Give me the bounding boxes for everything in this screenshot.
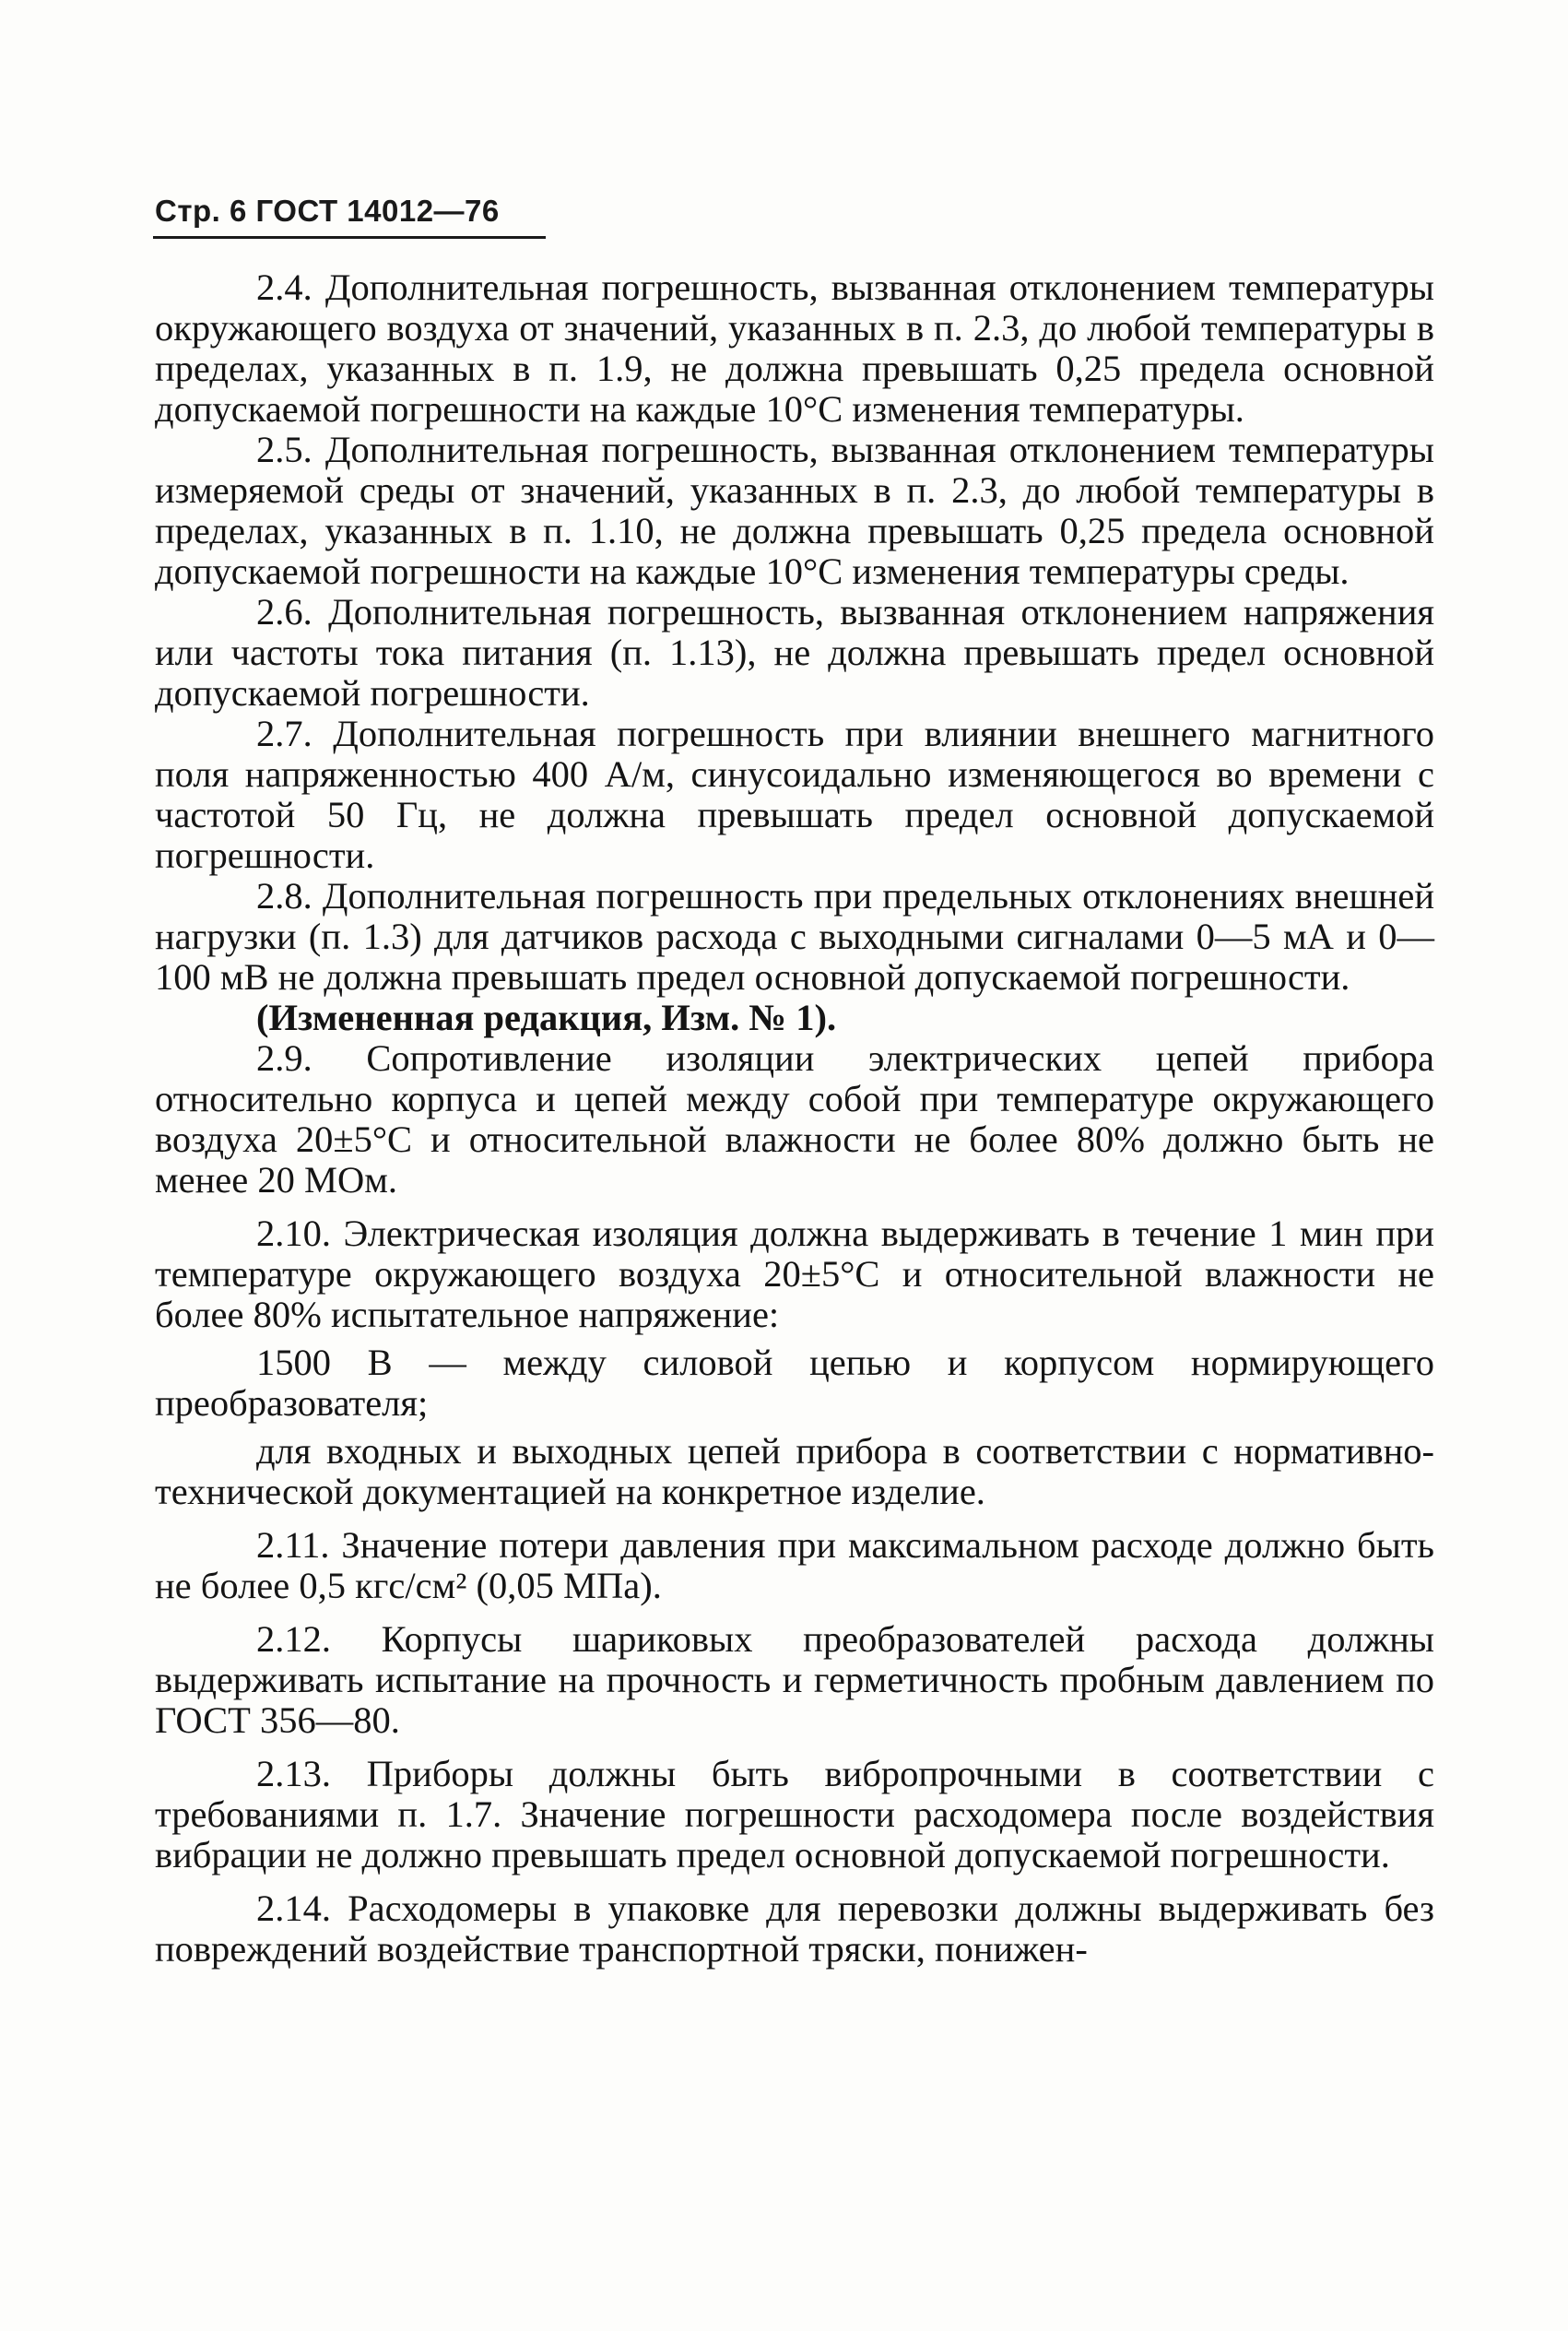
header-rule: [153, 236, 546, 239]
amendment-note: (Измененная редакция, Изм. № 1).: [256, 997, 837, 1038]
paragraph-2-10-io: для входных и выходных цепей прибора в соответствии с нормативно-технической документацией на конкретное изделие.: [155, 1430, 1434, 1512]
paragraph-2-6: 2.6. Дополнительная погрешность, вызванная отклонением напряжения или частоты тока питания (п. 1.13), не должна превышать предел основной допускаемой погрешности.: [155, 591, 1434, 714]
paragraph-2-11: 2.11. Значение потери давления при максимальном расходе должно быть не более 0,5 кгс/см² (0,05 МПа).: [155, 1524, 1434, 1606]
page-header: Стр. 6 ГОСТ 14012—76: [155, 194, 500, 228]
paragraph-2-5: 2.5. Дополнительная погрешность, вызванная отклонением температуры измеряемой среды от значений, указанных в п. 2.3, до любой температуры в пределах, указанных в п. 1.10, не должна превышать 0,25 предела основной допускаемой погрешности на каждые 10°С изменения температуры среды.: [155, 429, 1434, 592]
document-body: [155, 267, 1434, 1970]
paragraph-2-14: 2.14. Расходомеры в упаковке для перевозки должны выдерживать без повреждений воздействие транспортной тряски, понижен-: [155, 1887, 1434, 1970]
paragraph-2-8: 2.8. Дополнительная погрешность при предельных отклонениях внешней нагрузки (п. 1.3) для датчиков расхода с выходными сигналами 0—5 мА и 0—100 мВ не должна превышать предел основной допускаемой погрешности.: [155, 875, 1434, 998]
paragraph-2-7: 2.7. Дополнительная погрешность при влиянии внешнего магнитного поля напряженностью 400 А/м, синусоидально изменяющегося во времени с частотой 50 Гц, не должна превышать предел основной допускаемой погрешности.: [155, 713, 1434, 876]
paragraph-2-12: 2.12. Корпусы шариковых преобразователей расхода должны выдерживать испытание на прочность и герметичность пробным давлением по ГОСТ 356—80.: [155, 1618, 1434, 1741]
paragraph-2-10-voltage: 1500 В — между силовой цепью и корпусом нормирующего преобразователя;: [155, 1342, 1434, 1424]
paragraph-2-10: 2.10. Электрическая изоляция должна выдерживать в течение 1 мин при температуре окружающего воздуха 20±5°С и относительной влажности не более 80% испытательное напряжение:: [155, 1213, 1434, 1335]
paragraph-2-9: 2.9. Сопротивление изоляции электрических цепей прибора относительно корпуса и цепей между собой при температуре окружающего воздуха 20±5°С и относительной влажности не более 80% должно быть не менее 20 МОм.: [155, 1037, 1434, 1201]
paragraph-2-4: 2.4. Дополнительная погрешность, вызванная отклонением температуры окружающего воздуха от значений, указанных в п. 2.3, до любой температуры в пределах, указанных в п. 1.9, не должна превышать 0,25 предела основной допускаемой погрешности на каждые 10°С изменения температуры.: [155, 266, 1434, 430]
paragraph-2-13: 2.13. Приборы должны быть вибропрочными в соответствии с требованиями п. 1.7. Значение погрешности расходомера после воздействия вибрации не должно превышать предел основной допускаемой погрешности.: [155, 1753, 1434, 1875]
